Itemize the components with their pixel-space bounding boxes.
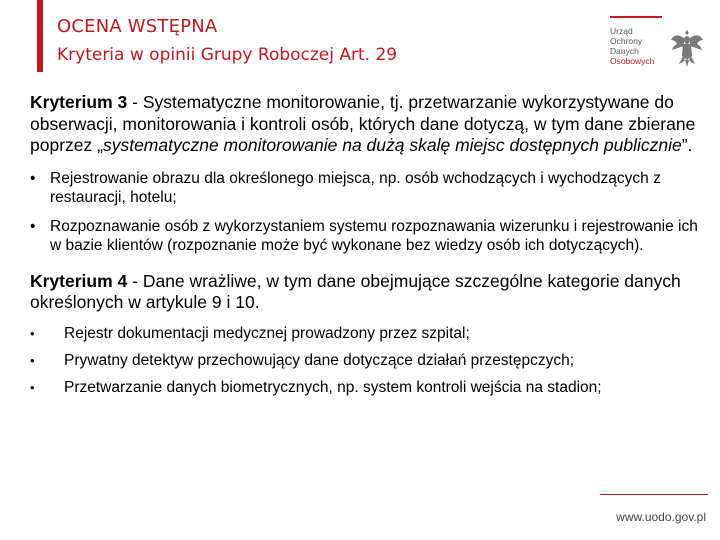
criterion-3-label: Kryterium 3 — [30, 92, 128, 112]
criterion-4-label: Kryterium 4 — [30, 270, 128, 291]
criterion-4-paragraph — [30, 271, 700, 314]
logo-line-4: Osobowych — [610, 56, 655, 66]
footer-divider — [600, 494, 708, 495]
logo-line-3: Danych — [610, 46, 639, 56]
criterion-4-bullets — [30, 324, 700, 397]
logo-line-2: Ochrony — [610, 36, 643, 46]
bullet-icon: • — [30, 325, 35, 341]
bullet-text: Przetwarzanie danych biometrycznych, np. system kontroli wejścia na stadion; — [64, 378, 602, 396]
bullet-icon: • — [30, 352, 35, 368]
criterion-3-italic: systematyczne monitorowanie na dużą skalę miejsc dostępnych publicznie — [102, 135, 682, 155]
bullet-text: Rejestrowanie obrazu dla określonego miejsca, np. osób wchodzących i wychodzących z restauracji, hotelu; — [50, 169, 661, 206]
list-item — [30, 169, 700, 207]
bullet-text: Prywatny detektyw przechowujący dane dotyczące działań przestępczych; — [64, 351, 575, 369]
logo-divider — [610, 16, 662, 18]
criterion-3-bullets — [30, 169, 700, 255]
criterion-3-end: ”. — [681, 135, 693, 155]
criterion-3-text: - Systematyczne monitorowanie, tj. przetwarzanie wykorzystywane do obserwacji, monitorowania i kontroli osób, których dane dotyczą, w tym dane zbierane poprzez „ — [30, 92, 696, 155]
page-subtitle: Kryteria w opinii Grupy Roboczej Art. 29 — [57, 45, 398, 65]
title-accent-bar — [37, 0, 43, 72]
bullet-text: Rejestr dokumentacji medycznej prowadzony przez szpital; — [64, 324, 470, 342]
uodo-logo — [607, 16, 707, 74]
bullet-icon: • — [30, 169, 36, 187]
logo-line-1: Urząd — [610, 26, 633, 36]
bullet-icon: • — [30, 217, 36, 235]
bullet-icon: • — [30, 379, 35, 395]
bullet-text: Rozpoznawanie osób z wykorzystaniem systemu rozpoznawania wizerunku i rejestrowanie ich w bazie klientów (rozpoznanie może być wykonane bez wiedzy osób ich dotyczących). — [50, 217, 698, 254]
footer-url: www.uodo.gov.pl — [616, 510, 706, 524]
eagle-emblem-icon — [669, 26, 705, 68]
list-item — [30, 351, 700, 370]
logo-text — [610, 26, 654, 66]
list-item — [30, 378, 700, 397]
criterion-3-paragraph — [30, 92, 700, 157]
list-item — [30, 217, 700, 255]
list-item — [30, 324, 700, 343]
title-block — [57, 16, 397, 65]
slide-content — [30, 92, 700, 405]
page-title: OCENA WSTĘPNA — [57, 16, 218, 37]
criterion-4-text: - Dane wrażliwe, w tym dane obejmujące szczególne kategorie danych określonych w artykule 9 i 10. — [30, 270, 681, 312]
